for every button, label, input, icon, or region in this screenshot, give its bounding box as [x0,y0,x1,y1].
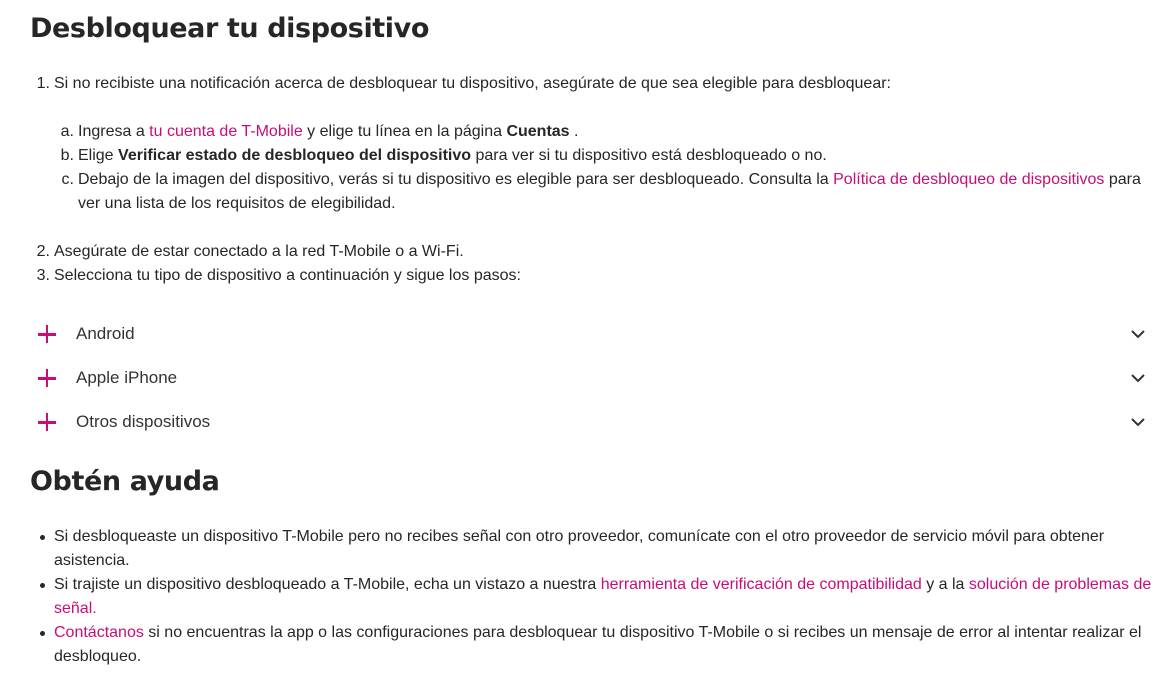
account-link[interactable]: tu cuenta de T-Mobile [149,123,303,140]
text-fragment: . [569,123,579,140]
substep-text [78,144,827,168]
step-text: Si no recibiste una notificación acerca de desbloquear tu dispositivo, asegúrate de que sea elegible para desbloquear: [54,75,891,92]
accordion-other-devices[interactable] [30,400,1155,444]
accordion-apple-iphone[interactable] [30,356,1155,400]
text-fragment: y a la [921,576,969,593]
accordion-android[interactable] [30,312,1155,356]
accordion-label: Apple iPhone [76,368,178,387]
contact-us-link[interactable]: Contáctanos [54,624,144,641]
substep-text [78,120,578,144]
plus-icon [38,369,56,387]
substep-c-continuation: ver una lista de los requisitos de elegibilidad. [78,195,396,212]
chevron-down-icon [1129,369,1147,387]
chevron-down-icon [1129,413,1147,431]
substep-text [78,168,1141,192]
compatibility-checker-link[interactable]: herramienta de verificación de compatibilidad [600,576,922,593]
bullet-text-continuation [54,597,1154,621]
text-fragment: Si trajiste un dispositivo desbloqueado a T-Mobile, echa un vistazo a nuestra [54,576,601,593]
bullet-dot [40,631,45,636]
bullet-dot [40,583,45,588]
step-number: 3. [36,267,50,284]
verify-unlock-status-label: Verificar estado de desbloqueo del dispositivo [118,147,472,164]
text-fragment: Debajo de la imagen del dispositivo, verás si tu dispositivo es elegible para ser desbloqueado. Consulta la [78,171,834,188]
chevron-down-icon [1129,325,1147,343]
substep-marker: b. [60,147,74,164]
text-fragment: para [1104,171,1141,188]
step-text: Asegúrate de estar conectado a la red T-Mobile o a Wi-Fi. [54,243,464,260]
bullet-text [54,573,1154,597]
plus-icon [38,413,56,431]
text-fragment: Ingresa a [78,123,150,140]
step-number: 2. [36,243,50,260]
text-fragment: Elige [78,147,119,164]
signal-troubleshooting-link[interactable]: solución de problemas de [968,576,1152,593]
signal-troubleshooting-link-continued[interactable]: señal. [54,600,97,617]
text-fragment: si no encuentras la app o las configuraciones para desbloquear tu dispositivo T-Mobile o si recibes un mensaje de error al intentar realizar el [143,624,1142,641]
substep-marker: a. [60,123,74,140]
substep-marker: c. [61,171,74,188]
text-fragment: y elige tu línea en la página [302,123,507,140]
bullet-text-continuation: desbloqueo. [54,648,142,665]
plus-icon [38,325,56,343]
accounts-page-label: Cuentas [506,123,570,140]
bullet-text: Si desbloqueaste un dispositivo T-Mobile pero no recibes señal con otro proveedor, comunícate con el otro proveedor de servicio móvil para obtener [54,528,1105,545]
unlock-policy-link[interactable]: Política de desbloqueo de dispositivos [833,171,1105,188]
step-number: 1. [36,75,50,92]
section-title-help: Obtén ayuda [30,466,220,497]
bullet-text [54,621,1154,645]
text-fragment: para ver si tu dispositivo está desbloqueado o no. [471,147,827,164]
accordion-label: Otros dispositivos [76,412,211,431]
bullet-text-continuation: asistencia. [54,552,130,569]
section-title-unlock: Desbloquear tu dispositivo [30,13,430,44]
accordion-label: Android [76,324,135,343]
bullet-dot [40,535,45,540]
step-text: Selecciona tu tipo de dispositivo a continuación y sigue los pasos: [54,267,521,284]
